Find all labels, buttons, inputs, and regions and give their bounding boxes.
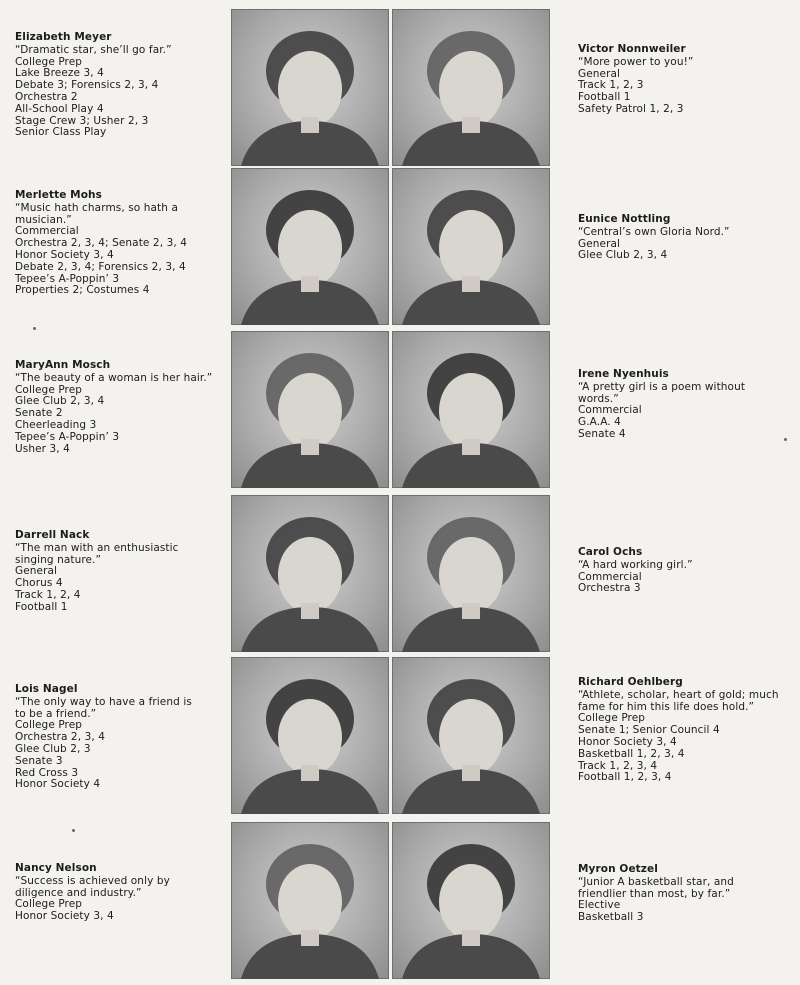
student-quote: “The man with an enthusiastic singing nature.” [15, 541, 179, 566]
student-quote: “Dramatic star, she’ll go far.” [15, 43, 172, 56]
portrait-photo [231, 9, 389, 166]
activity: Chorus 4 [15, 577, 63, 590]
activity: Basketball 1, 2, 3, 4 [578, 747, 685, 760]
portrait-photo [392, 168, 550, 325]
senior-entry [578, 369, 798, 441]
activity: Track 1, 2, 3, 4 [578, 759, 658, 772]
activity: Track 1, 2, 3 [578, 79, 644, 92]
activity: General [15, 565, 58, 578]
student-quote: “The only way to have a friend is to be a friend.” [15, 695, 192, 720]
activity: Glee Club 2, 3 [15, 742, 91, 755]
portrait-photo [392, 822, 550, 979]
activity: Stage Crew 3; Usher 2, 3 [15, 114, 149, 127]
activity: Senate 3 [15, 754, 63, 767]
senior-entry [15, 360, 215, 455]
senior-entry [578, 44, 798, 116]
student-name: Nancy Nelson [15, 862, 97, 874]
student-name: Merlette Mohs [15, 189, 102, 201]
activity: Debate 3; Forensics 2, 3, 4 [15, 79, 159, 92]
activity: Football 1 [578, 91, 631, 104]
activity: Glee Club 2, 3, 4 [578, 249, 668, 262]
senior-entry [578, 547, 798, 595]
activity: Tepee’s A-Poppin’ 3 [15, 272, 120, 285]
student-name: Victor Nonnweiler [578, 43, 686, 55]
senior-entry [15, 863, 215, 923]
activity: Safety Patrol 1, 2, 3 [578, 102, 684, 115]
activity: Commercial [578, 404, 642, 417]
senior-entry [15, 32, 215, 139]
student-name: Darrell Nack [15, 529, 90, 541]
activity: Track 1, 2, 4 [15, 588, 81, 601]
student-quote: “Success is achieved only by diligence and industry.” [15, 874, 170, 899]
activity: Senate 2 [15, 407, 63, 420]
senior-entry [578, 677, 798, 784]
activity: Commercial [578, 570, 642, 583]
activity: G.A.A. 4 [578, 416, 621, 429]
activity: Usher 3, 4 [15, 442, 70, 455]
portrait-photo [392, 657, 550, 814]
student-name: Myron Oetzel [578, 863, 658, 875]
activity: Senate 4 [578, 427, 626, 440]
activity: General [578, 67, 621, 80]
student-quote: “The beauty of a woman is her hair.” [15, 371, 213, 384]
portrait-photo [231, 168, 389, 325]
student-quote: “A pretty girl is a poem without words.” [578, 380, 746, 405]
senior-entry [15, 530, 215, 614]
activity: Orchestra 2, 3, 4 [15, 731, 106, 744]
portrait-photo [231, 657, 389, 814]
student-quote: “Junior A basketball star, and friendlier than most, by far.” [578, 875, 734, 900]
student-name: Elizabeth Meyer [15, 31, 112, 43]
print-speck [33, 327, 36, 330]
activity: Honor Society 3, 4 [15, 248, 114, 261]
activity: College Prep [15, 383, 83, 396]
activity: Red Cross 3 [15, 766, 79, 779]
activity: Football 1, 2, 3, 4 [578, 771, 672, 784]
print-speck [72, 829, 75, 832]
portrait-photo [392, 495, 550, 652]
student-quote: “Music hath charms, so hath a musician.” [15, 201, 178, 226]
activity: Orchestra 2 [15, 90, 78, 103]
activity: All-School Play 4 [15, 102, 104, 115]
student-name: MaryAnn Mosch [15, 359, 111, 371]
activity: Honor Society 4 [15, 778, 101, 791]
print-speck [784, 438, 787, 441]
portrait-photo [392, 331, 550, 488]
activity: Commercial [15, 225, 79, 238]
portrait-photo [231, 331, 389, 488]
student-quote: “More power to you!” [578, 55, 694, 68]
senior-entry [578, 864, 798, 924]
student-name: Irene Nyenhuis [578, 368, 669, 380]
activity: College Prep [15, 898, 83, 911]
student-quote: “A hard working girl.” [578, 558, 693, 571]
student-name: Lois Nagel [15, 683, 78, 695]
activity: College Prep [15, 55, 83, 68]
activity: Orchestra 2, 3, 4; Senate 2, 3, 4 [15, 237, 188, 250]
activity: Properties 2; Costumes 4 [15, 284, 150, 297]
activity: Debate 2, 3, 4; Forensics 2, 3, 4 [15, 260, 186, 273]
activity: Honor Society 3, 4 [578, 735, 677, 748]
student-name: Eunice Nottling [578, 213, 671, 225]
activity: Lake Breeze 3, 4 [15, 67, 104, 80]
activity: Senate 1; Senior Council 4 [578, 724, 720, 737]
activity: College Prep [578, 712, 646, 725]
activity: General [578, 237, 621, 250]
senior-entry [15, 684, 215, 791]
portrait-photo [231, 495, 389, 652]
portrait-photo [392, 9, 550, 166]
activity: Elective [578, 899, 621, 912]
student-quote: “Athlete, scholar, heart of gold; much fame for him this life does hold.” [578, 688, 779, 713]
student-quote: “Central’s own Gloria Nord.” [578, 225, 730, 238]
student-name: Carol Ochs [578, 546, 643, 558]
senior-entry [15, 190, 215, 297]
senior-entry [578, 214, 798, 262]
student-name: Richard Oehlberg [578, 676, 683, 688]
activity: Glee Club 2, 3, 4 [15, 395, 105, 408]
activity: Basketball 3 [578, 911, 644, 924]
activity: College Prep [15, 719, 83, 732]
activity: Tepee’s A-Poppin’ 3 [15, 430, 120, 443]
activity: Senior Class Play [15, 126, 107, 139]
activity: Orchestra 3 [578, 582, 641, 595]
activity: Football 1 [15, 600, 68, 613]
activity: Honor Society 3, 4 [15, 910, 114, 923]
portrait-photo [231, 822, 389, 979]
activity: Cheerleading 3 [15, 418, 97, 431]
